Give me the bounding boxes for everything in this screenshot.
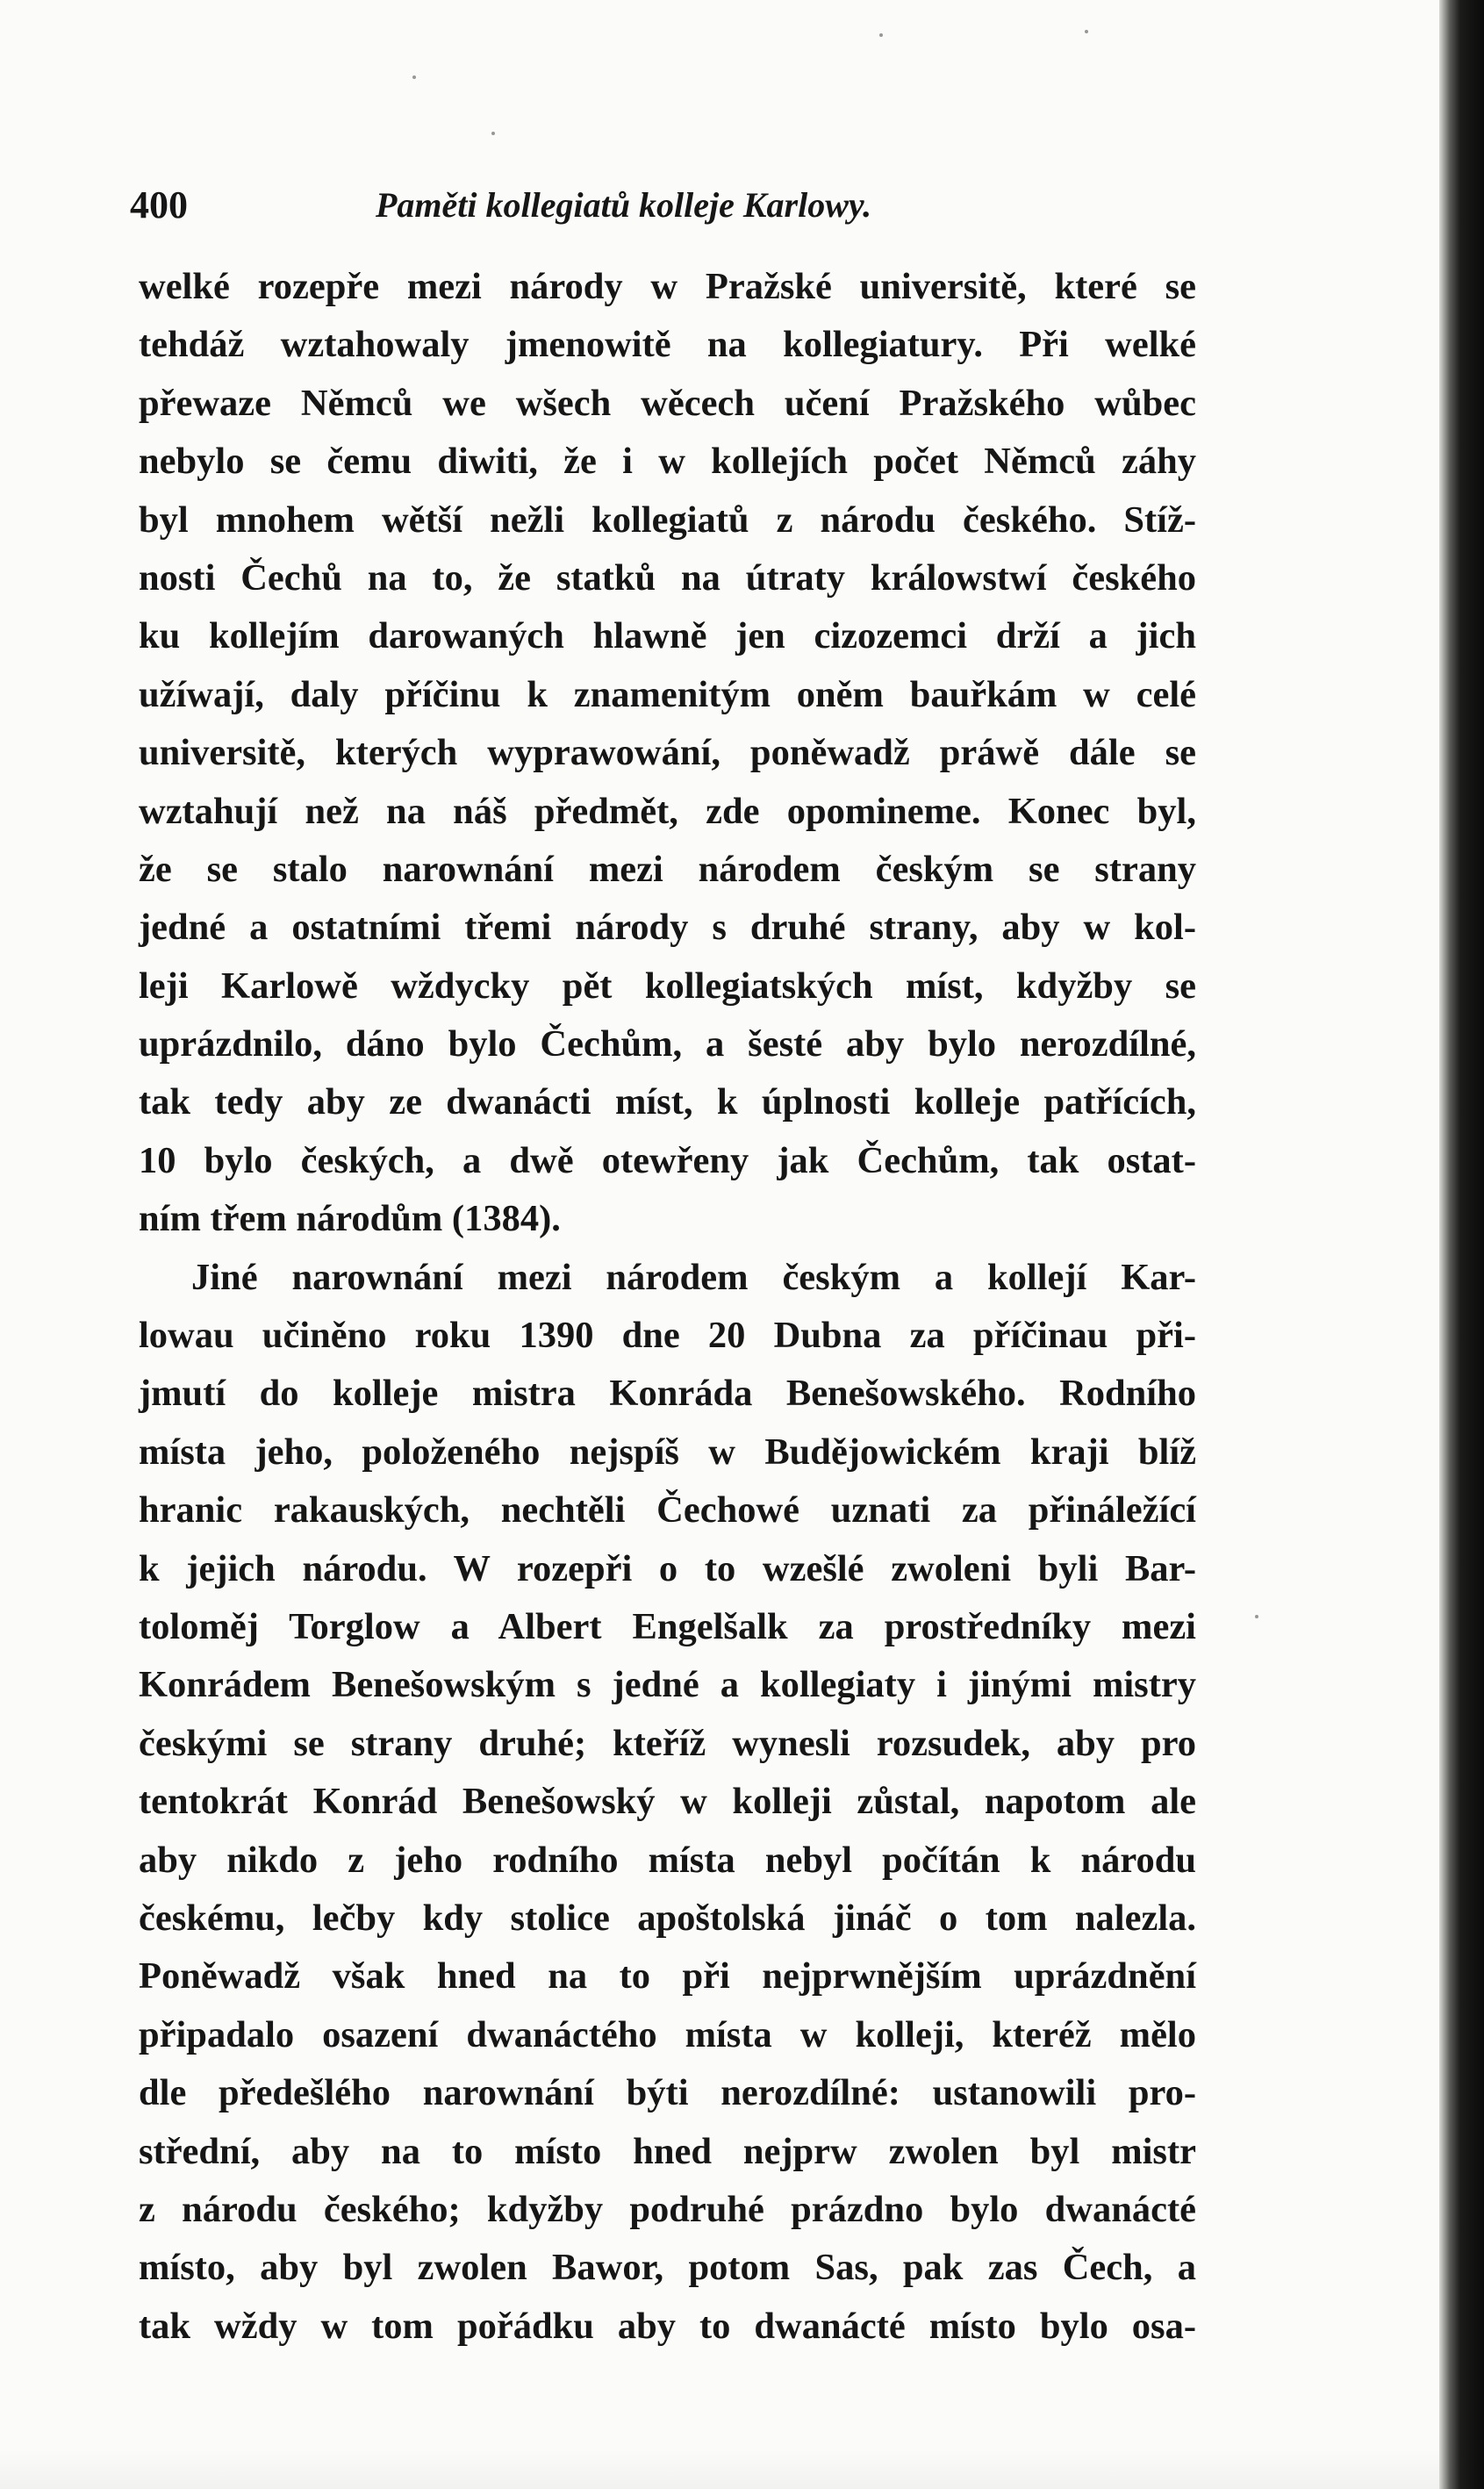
body-text <box>139 258 1196 2356</box>
running-title: Paměti kollegiatů kolleje Karlowy. <box>376 185 872 225</box>
page-header <box>130 179 959 232</box>
text-line-paragraph-start: Jiné narownání mezi národem českým a kollejí Kar- <box>191 1256 1196 1298</box>
text-line: přewaze Němců we wšech wěcech učení Pražského wůbec <box>139 382 1196 424</box>
text-line: tehdáž wztahowaly jmenowitě na kollegiatury. Při welké <box>139 324 1196 366</box>
text-line: připadalo osazení dwanáctého místa w kolleji, kteréž mělo <box>139 2013 1196 2055</box>
text-line: nosti Čechů na to, že statků na útraty králowstwí českého <box>139 556 1196 599</box>
text-line: užíwají, daly příčinu k znamenitým oněm bauřkám w celé <box>139 673 1196 715</box>
paper-speck <box>879 33 883 37</box>
text-line: z národu českého; kdyžby podruhé prázdno bylo dwanácté <box>139 2188 1196 2230</box>
text-line-paragraph-end: ním třem národům (1384). <box>139 1198 561 1240</box>
paper-speck <box>1085 30 1088 33</box>
text-line: místa jeho, položeného nejspíš w Budějowickém kraji blíž <box>139 1431 1196 1473</box>
text-line: leji Karlowě wždycky pět kollegiatských míst, kdyžby se <box>139 965 1196 1007</box>
text-line: toloměj Torglow a Albert Engelšalk za prostředníky mezi <box>139 1605 1196 1647</box>
text-line: 10 bylo českých, a dwě otewřeny jak Čechům, tak ostat- <box>139 1139 1196 1181</box>
page-binding-edge <box>1439 0 1484 2489</box>
text-line: byl mnohem wětší nežli kollegiatů z národu českého. Stíž- <box>139 499 1196 541</box>
text-line: aby nikdo z jeho rodního místa nebyl počítán k národu <box>139 1839 1196 1881</box>
paper-speck <box>412 75 416 79</box>
text-line: tak tedy aby ze dwanácti míst, k úplnosti kolleje patřících, <box>139 1081 1196 1123</box>
text-line: českému, lečby kdy stolice apoštolská jináč o tom nalezla. <box>139 1897 1196 1939</box>
paper-speck <box>1255 1615 1258 1618</box>
text-line: dle předešlého narownání býti nerozdílné: ustanowili pro- <box>139 2072 1196 2114</box>
text-line: universitě, kterých wyprawowání, poněwadž práwě dále se <box>139 732 1196 774</box>
text-line: tak wždy w tom pořádku aby to dwanácté místo bylo osa- <box>139 2305 1196 2347</box>
paper-speck <box>491 132 495 135</box>
text-line: střední, aby na to místo hned nejprw zwolen byl mistr <box>139 2130 1196 2172</box>
text-line: lowau učiněno roku 1390 dne 20 Dubna za příčinau při- <box>139 1315 1196 1357</box>
text-line: tentokrát Konrád Benešowský w kolleji zůstal, napotom ale <box>139 1781 1196 1823</box>
text-line: hranic rakauských, nechtěli Čechowé uznati za přináležící <box>139 1489 1196 1531</box>
page-bottom-shadow <box>0 2449 1439 2489</box>
text-line: wztahují než na náš předmět, zde opomineme. Konec byl, <box>139 790 1196 832</box>
text-line: místo, aby byl zwolen Bawor, potom Sas, pak zas Čech, a <box>139 2247 1196 2289</box>
page-number: 400 <box>130 183 188 226</box>
text-line: nebylo se čemu diwiti, že i w kollejích počet Němců záhy <box>139 441 1196 483</box>
text-line: Poněwadž však hned na to při nejprwnějším uprázdnění <box>139 1955 1196 1998</box>
text-line: jmutí do kolleje mistra Konráda Benešowského. Rodního <box>139 1373 1196 1415</box>
text-line: ku kollejím darowaných hlawně jen cizozemci drží a jich <box>139 615 1196 657</box>
text-line: uprázdnilo, dáno bylo Čechům, a šesté aby bylo nerozdílné, <box>139 1023 1196 1065</box>
text-line: že se stalo narownání mezi národem českým se strany <box>139 848 1196 890</box>
text-line: welké rozepře mezi národy w Pražské universitě, které se <box>139 266 1196 307</box>
text-line: k jejich národu. W rozepři o to wzešlé zwoleni byli Bar- <box>139 1547 1196 1589</box>
text-line: českými se strany druhé; kteříž wynesli rozsudek, aby pro <box>139 1722 1196 1764</box>
text-line: Konrádem Benešowským s jedné a kollegiaty i jinými mistry <box>139 1664 1196 1706</box>
text-line: jedné a ostatními třemi národy s druhé strany, aby w kol- <box>139 907 1196 949</box>
